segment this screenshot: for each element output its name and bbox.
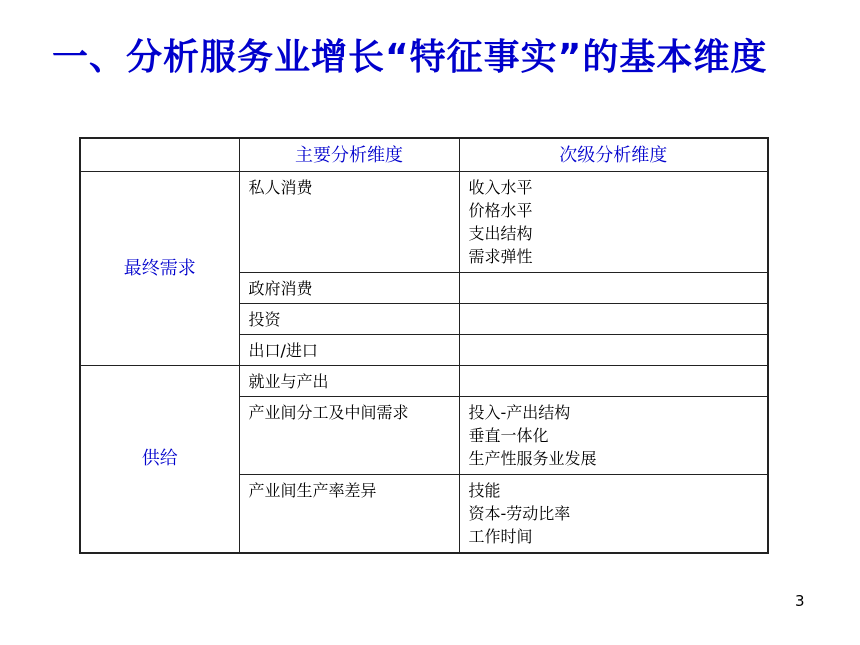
secondary-item: 投入-产出结构 (468, 403, 571, 422)
group-label-supply: 供给 (80, 366, 239, 553)
secondary-item: 支出结构 (468, 224, 533, 243)
header-secondary-dimension: 次级分析维度 (459, 138, 768, 172)
secondary-cell (459, 335, 768, 366)
secondary-cell (459, 172, 768, 273)
table-row (80, 172, 768, 273)
secondary-cell (459, 366, 768, 397)
secondary-item: 价格水平 (468, 201, 533, 220)
secondary-item: 技能 (468, 481, 501, 500)
header-empty-cell (80, 138, 239, 172)
secondary-cell (459, 304, 768, 335)
primary-cell: 就业与产出 (239, 366, 459, 397)
table-header-row (80, 138, 768, 172)
secondary-item: 收入水平 (468, 178, 533, 197)
primary-cell: 政府消费 (239, 273, 459, 304)
secondary-cell (459, 273, 768, 304)
page-title: 一、分析服务业增长“特征事实”的基本维度 (52, 37, 768, 78)
secondary-cell (459, 475, 768, 553)
secondary-item: 生产性服务业发展 (468, 449, 597, 468)
secondary-item: 垂直一体化 (468, 426, 549, 445)
primary-cell: 出口/进口 (239, 335, 459, 366)
secondary-item: 需求弹性 (468, 247, 533, 266)
secondary-item: 资本-劳动比率 (468, 504, 571, 523)
dimension-table (79, 137, 769, 554)
primary-cell: 投资 (239, 304, 459, 335)
secondary-cell (459, 397, 768, 475)
page-number: 3 (795, 592, 805, 610)
primary-cell: 私人消费 (239, 172, 459, 273)
group-label-final-demand: 最终需求 (80, 172, 239, 366)
table-row (80, 366, 768, 397)
secondary-item: 工作时间 (468, 527, 533, 546)
header-primary-dimension: 主要分析维度 (239, 138, 459, 172)
primary-cell: 产业间生产率差异 (239, 475, 459, 553)
primary-cell: 产业间分工及中间需求 (239, 397, 459, 475)
